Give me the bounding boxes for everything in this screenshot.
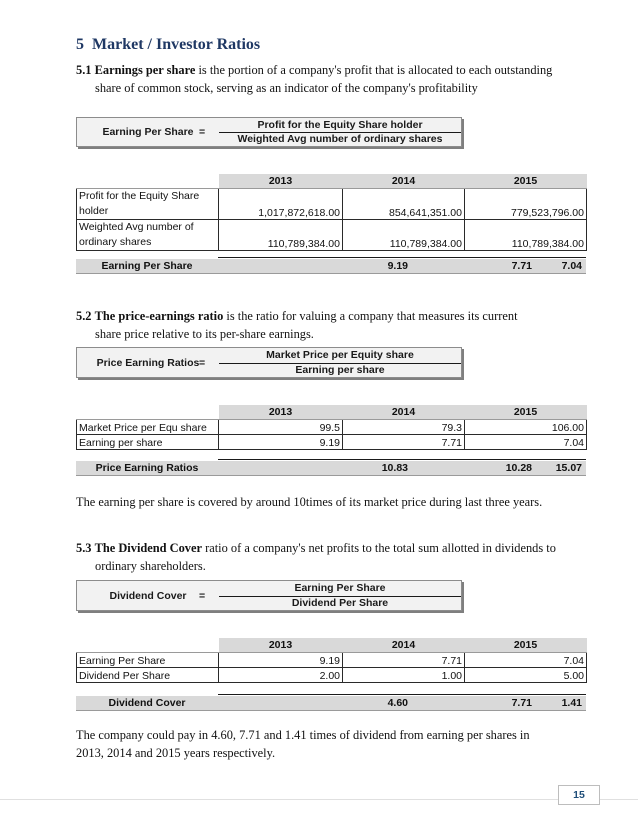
- dc-formula-numerator: Earning Per Share: [219, 581, 461, 597]
- result-label: Price Earning Ratios: [95, 462, 199, 474]
- eps-text-line1: is the portion of a company's profit that is allocated to each outstanding: [195, 63, 553, 77]
- result-value: 7.04: [561, 260, 582, 272]
- table-row: [77, 420, 587, 435]
- table-cell: 2.00: [219, 668, 343, 683]
- page-number: 15: [558, 785, 600, 805]
- table-cell: 7.04: [465, 653, 587, 668]
- dc-table-header: [77, 638, 587, 653]
- pe-table-header: [77, 405, 587, 420]
- result-value: 7.71: [511, 697, 532, 709]
- pe-number: 5.2: [76, 309, 92, 323]
- eps-formula-numerator: Profit for the Equity Share holder: [219, 118, 461, 133]
- table-row: [77, 220, 587, 251]
- result-value: 1.41: [561, 697, 582, 709]
- year-header: 2015: [465, 638, 587, 653]
- row-label: Earning per share: [77, 435, 219, 450]
- pe-note: The earning per share is covered by around 10times of its market price during last three years.: [76, 495, 543, 509]
- eps-formula-label: Earning Per Share: [102, 126, 194, 138]
- pe-formula-equals: =: [199, 356, 206, 369]
- result-divider: [218, 694, 586, 695]
- pe-table: [76, 405, 587, 450]
- table-cell: 110,789,384.00: [343, 220, 465, 251]
- dc-description: [76, 539, 566, 575]
- dc-formula-equals: =: [199, 589, 206, 602]
- header-blank: [77, 405, 219, 420]
- result-value: 15.07: [555, 462, 582, 474]
- table-cell: 7.04: [465, 435, 587, 450]
- table-cell: 99.5: [219, 420, 343, 435]
- row-label: Profit for the Equity Share holder: [77, 189, 219, 220]
- pe-formula-label: Price Earning Ratios: [96, 356, 200, 369]
- row-label: Weighted Avg number of ordinary shares: [77, 220, 219, 251]
- row-label: Dividend Per Share: [77, 668, 219, 683]
- section-title: [76, 36, 260, 54]
- header-blank: [77, 638, 219, 653]
- eps-table: [76, 174, 587, 251]
- table-cell: 110,789,384.00: [219, 220, 343, 251]
- table-cell: 1.00: [343, 668, 465, 683]
- year-header: 2013: [219, 405, 343, 420]
- pe-formula-numerator: Market Price per Equity share: [219, 348, 461, 364]
- eps-result-row: [76, 259, 586, 274]
- table-cell: 779,523,796.00: [465, 189, 587, 220]
- dc-text-line2: ordinary shareholders.: [95, 559, 206, 573]
- year-header: 2013: [219, 174, 343, 189]
- table-row: [77, 653, 587, 668]
- table-row: [77, 189, 587, 220]
- result-value: 4.60: [387, 697, 408, 709]
- pe-text-line1: is the ratio for valuing a company that measures its current: [223, 309, 518, 323]
- section-title-text: Market / Investor Ratios: [92, 36, 261, 53]
- result-value: 9.19: [387, 260, 408, 272]
- year-header: 2014: [343, 174, 465, 189]
- pe-term: The price-earnings ratio: [94, 309, 224, 323]
- footer-divider: [0, 799, 638, 800]
- year-header: 2014: [343, 638, 465, 653]
- eps-formula-equals: =: [199, 126, 206, 138]
- eps-text-line2: share of common stock, serving as an indicator of the company's profitability: [95, 81, 478, 95]
- table-cell: 9.19: [219, 435, 343, 450]
- dc-note-line1: The company could pay in 4.60, 7.71 and 1.41 times of dividend from earning per shares in: [76, 728, 530, 742]
- result-label: Earning Per Share: [101, 260, 193, 272]
- row-label: Earning Per Share: [77, 653, 219, 668]
- pe-text-line2: share price relative to its per-share earnings.: [95, 327, 314, 341]
- pe-formula-denominator: Earning per share: [295, 363, 385, 376]
- table-cell: 854,641,351.00: [343, 189, 465, 220]
- eps-formula-box: [76, 117, 462, 147]
- dc-formula-box: [76, 580, 462, 611]
- dc-formula-label: Dividend Cover: [109, 589, 187, 602]
- result-divider: [218, 459, 586, 460]
- eps-formula-denominator: Weighted Avg number of ordinary shares: [237, 133, 443, 145]
- result-value: 10.28: [505, 462, 532, 474]
- dc-note: [76, 726, 566, 762]
- result-value: 10.83: [381, 462, 408, 474]
- table-cell: 106.00: [465, 420, 587, 435]
- table-cell: 1,017,872,618.00: [219, 189, 343, 220]
- dc-result-row: [76, 696, 586, 711]
- year-header: 2015: [465, 405, 587, 420]
- header-blank: [77, 174, 219, 189]
- dc-formula-denominator: Dividend Per Share: [291, 596, 389, 609]
- result-value: 7.71: [511, 260, 532, 272]
- table-row: [77, 435, 587, 450]
- dc-term: The Dividend Cover: [94, 541, 202, 555]
- section-number: 5: [76, 36, 84, 53]
- row-label: Market Price per Equ share: [77, 420, 219, 435]
- result-divider: [218, 257, 586, 258]
- dc-note-line2: 2013, 2014 and 2015 years respectively.: [76, 746, 276, 760]
- pe-formula-box: [76, 347, 462, 378]
- table-cell: 7.71: [343, 653, 465, 668]
- eps-table-header: [77, 174, 587, 189]
- eps-number: 5.1: [76, 63, 92, 77]
- dc-number: 5.3: [76, 541, 92, 555]
- year-header: 2014: [343, 405, 465, 420]
- eps-description: [76, 61, 566, 97]
- pe-description: [76, 307, 566, 343]
- table-cell: 5.00: [465, 668, 587, 683]
- eps-term: Earnings per share: [94, 63, 196, 77]
- dc-table: [76, 638, 587, 683]
- pe-result-row: [76, 461, 586, 476]
- dc-text-line1: ratio of a company's net profits to the total sum allotted in dividends to: [202, 541, 556, 555]
- year-header: 2013: [219, 638, 343, 653]
- table-row: [77, 668, 587, 683]
- year-header: 2015: [465, 174, 587, 189]
- table-cell: 79.3: [343, 420, 465, 435]
- table-cell: 9.19: [219, 653, 343, 668]
- result-label: Dividend Cover: [108, 697, 186, 709]
- table-cell: 7.71: [343, 435, 465, 450]
- table-cell: 110,789,384.00: [465, 220, 587, 251]
